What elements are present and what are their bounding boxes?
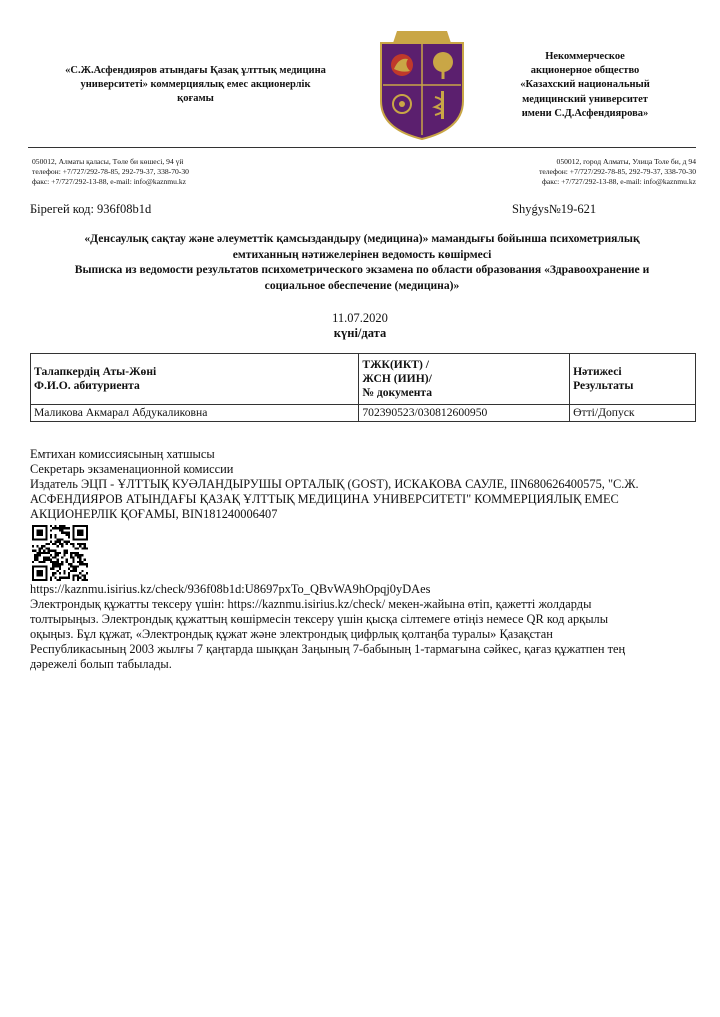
footer-line: Республикасының 2003 жылғы 7 қаңтарда шыққан Заңының 7-бабының 1-тармағына сәйкес, қағаз құжатпен тең: [30, 642, 626, 657]
document-title: [24, 231, 700, 293]
title-line: социальное обеспечение (медицина)»: [264, 278, 460, 292]
date-value: 11.07.2020: [332, 311, 388, 325]
cell-result: Өтті/Допуск: [570, 405, 696, 422]
verification-link[interactable]: https://kaznmu.isirius.kz/check/936f08b1d:U8697pxTo_QBvWA9hOpqj0yDAes: [30, 582, 431, 596]
header-result: Нәтижесі Результаты: [570, 354, 696, 405]
org-name-kazakh-line: «С.Ж.Асфендияров атындағы Қазақ ұлттық медицина: [65, 65, 326, 76]
signature-line: Издатель ЭЦП - ҰЛТТЫҚ КУӘЛАНДЫРУШЫ ОРТАЛЫҚ (GOST), ИСКАКОВА САУЛЕ, IIN680626400575, "С.Ж.: [30, 477, 639, 492]
date-label: күні/дата: [333, 326, 387, 340]
org-name-kazakh-line: университеті» коммерциялық емес акционерлік: [80, 79, 311, 90]
signature-line: АСФЕНДИЯРОВ АТЫНДАҒЫ ҚАЗАҚ ҰЛТТЫҚ МЕДИЦИНА УНИВЕРСИТЕТІ" КОММЕРЦИЯЛЫҚ ЕМЕС: [30, 492, 619, 507]
title-line: Выписка из ведомости результатов психометрического экзамена по области образования «Здравоохранение и: [74, 263, 650, 277]
cell-document-number: 702390523/030812600950: [359, 405, 570, 422]
table-row: [31, 405, 696, 422]
cell-applicant-name: Маликова Акмарал Абдукаликовна: [31, 405, 359, 422]
header-divider: [28, 147, 696, 148]
org-name-russian-line: Некоммерческое: [545, 51, 625, 62]
title-line: емтиханның нәтижелерінен ведомость көшірмесі: [232, 247, 492, 261]
org-name-kazakh-line: қоғамы: [177, 93, 214, 104]
results-table: [30, 353, 696, 422]
address-line: факс: +7/727/292-13-88, e-mail: info@kaznmu.kz: [32, 177, 187, 187]
address-line: 050012, город Алматы, Улица Толе би, д 94: [556, 157, 696, 166]
header-document-number: ТЖК(ИКТ) / ЖСН (ИИН)/ № документа: [359, 354, 570, 405]
address-line: 050012, Алматы қаласы, Төле би көшесі, 94 үй: [32, 157, 184, 166]
qr-code-icon[interactable]: [32, 525, 88, 581]
org-name-russian: [490, 50, 680, 121]
org-name-russian-line: «Казахский национальный: [520, 79, 650, 91]
signature-line: Емтихан комиссиясының хатшысы: [30, 447, 215, 461]
title-line: «Денсаулық сақтау және әлеуметтік қамсыздандыру (медицина)» мамандығы бойынша психометриялық: [84, 232, 640, 245]
org-name-russian-line: медицинский университет: [522, 93, 648, 105]
address-kazakh: [32, 157, 189, 188]
footer-line: дәрежелі болып табылады.: [30, 657, 172, 672]
org-name-russian-line: акционерное общество: [530, 65, 640, 77]
footer-line: толтырыңыз. Электрондық құжаттың көшірмесін тексеру үшін қысқа сілтемеге өтіңіз немесе QR код арқылы: [30, 612, 609, 627]
unique-code: Бірегей код: 936f08b1d: [30, 202, 152, 216]
verification-footer: [30, 582, 698, 673]
document-date: [0, 311, 720, 341]
signature-line: Секретарь экзаменационной комиссии: [30, 462, 234, 477]
table-header-row: [31, 354, 696, 405]
outgoing-number: Shyǵys№19-621: [512, 202, 597, 216]
address-line: телефон: +7/727/292-78-85, 292-79-37, 338-70-30: [539, 167, 696, 177]
signature-line: АКЦИОНЕРЛІК ҚОҒАМЫ, BIN181240006407: [30, 507, 278, 522]
address-line: телефон: +7/727/292-78-85, 292-79-37, 338-70-30: [32, 167, 189, 177]
address-line: факс: +7/727/292-13-88, e-mail: info@kaznmu.kz: [541, 177, 696, 187]
org-name-russian-line: имени С.Д.Асфендиярова»: [521, 107, 649, 119]
footer-line: оқыңыз. Бұл құжат, «Электрондық құжат және электрондық цифрлық қолтаңба туралы» Қазақстан: [30, 627, 553, 642]
university-emblem-icon: [377, 29, 467, 141]
header-applicant-name: Талапкердің Аты-Жөні Ф.И.О. абитуриента: [31, 354, 359, 405]
signature-block: [30, 447, 698, 522]
footer-line: Электрондық құжатты тексеру үшін: https://kaznmu.isirius.kz/check/ мекен-жайына өтіп, қажетті жолдарды: [30, 597, 592, 612]
org-name-kazakh: [28, 64, 363, 106]
address-russian: [539, 157, 696, 188]
